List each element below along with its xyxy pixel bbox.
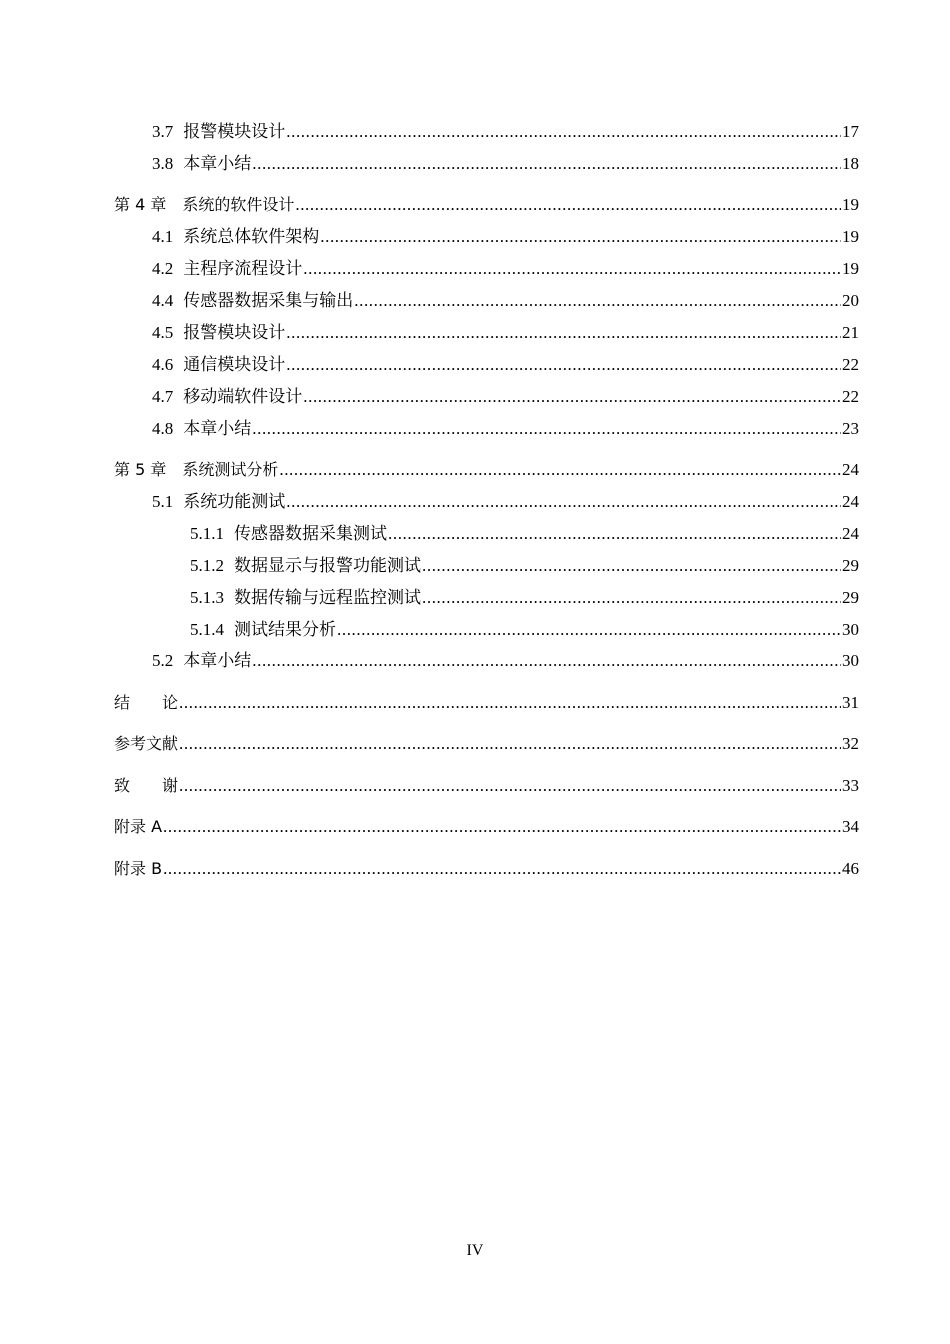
toc-entry-title: 第 5 章 系统测试分析 [114, 460, 279, 479]
toc-entry-title: 致 谢 [114, 776, 179, 795]
toc-entry-title: 附录 B [114, 859, 163, 878]
toc-entry-title: 报警模块设计 [183, 122, 286, 141]
toc-entry[interactable] [114, 459, 859, 481]
toc-entry-page: 30 [842, 620, 859, 639]
toc-entry-page: 31 [842, 693, 859, 712]
dot-leader [422, 555, 841, 577]
dot-leader [252, 153, 841, 175]
toc-entry-number: 5.1.3 [190, 588, 224, 607]
toc-entry[interactable] [114, 858, 859, 880]
toc-entry-title: 主程序流程设计 [183, 259, 303, 278]
toc-entry-number: 5.1 [152, 492, 174, 511]
toc-entry-title: 测试结果分析 [234, 620, 336, 639]
toc-entry-page: 24 [842, 492, 859, 511]
toc-entry-number: 4.4 [152, 291, 174, 310]
toc-entry-title: 第 4 章 系统的软件设计 [114, 195, 295, 214]
toc-entry-title: 传感器数据采集测试 [234, 524, 387, 543]
dot-leader [422, 587, 841, 609]
toc-entry-number: 4.2 [152, 259, 174, 278]
toc-entry[interactable] [152, 153, 859, 175]
toc-entry[interactable] [190, 555, 859, 577]
toc-entry[interactable] [190, 619, 859, 641]
toc-entry[interactable] [152, 418, 859, 440]
dot-leader [337, 619, 841, 641]
toc-entry-page: 22 [842, 355, 859, 374]
toc-entry-page: 20 [842, 291, 859, 310]
toc-entry[interactable] [190, 523, 859, 545]
toc-entry[interactable] [114, 733, 859, 755]
toc-entry[interactable] [114, 775, 859, 797]
toc-entry-number: 4.7 [152, 387, 174, 406]
toc-entry-title: 传感器数据采集与输出 [183, 291, 354, 310]
toc-entry-page: 29 [842, 588, 859, 607]
dot-leader [179, 775, 841, 797]
toc-entry-page: 32 [842, 734, 859, 753]
toc-entry[interactable] [114, 194, 859, 216]
toc-entry-number: 4.5 [152, 323, 174, 342]
toc-entry-title: 附录 A [114, 817, 163, 836]
toc-entry-title: 结 论 [114, 693, 179, 712]
toc-entry-page: 18 [842, 154, 859, 173]
toc-entry-number: 4.6 [152, 355, 174, 374]
dot-leader [286, 354, 841, 376]
dot-leader [295, 194, 841, 216]
toc-entry-number: 5.2 [152, 651, 174, 670]
toc-entry-number: 4.1 [152, 227, 174, 246]
dot-leader [286, 491, 841, 513]
toc-entry-number: 3.7 [152, 122, 174, 141]
toc-entry-page: 19 [842, 227, 859, 246]
toc-entry[interactable] [152, 322, 859, 344]
toc-entry-page: 46 [842, 859, 859, 878]
toc-entry-page: 30 [842, 651, 859, 670]
toc-entry-number: 4.8 [152, 419, 174, 438]
toc-entry-number: 5.1.2 [190, 556, 224, 575]
toc-entry[interactable] [152, 650, 859, 672]
dot-leader [163, 858, 841, 880]
toc-entry-title: 移动端软件设计 [183, 387, 303, 406]
toc-entry-title: 系统总体软件架构 [183, 227, 320, 246]
toc-entry-page: 19 [842, 195, 859, 214]
dot-leader [179, 733, 841, 755]
dot-leader [279, 459, 841, 481]
toc-entry-page: 29 [842, 556, 859, 575]
toc-entry[interactable] [152, 491, 859, 513]
dot-leader [354, 290, 841, 312]
toc-entry-page: 22 [842, 387, 859, 406]
toc-entry[interactable] [152, 226, 859, 248]
toc-entry-page: 24 [842, 524, 859, 543]
toc-entry-title: 通信模块设计 [183, 355, 286, 374]
dot-leader [388, 523, 841, 545]
toc-entry[interactable] [190, 587, 859, 609]
dot-leader [303, 258, 841, 280]
page-number: IV [466, 1242, 484, 1259]
toc-entry-title: 数据显示与报警功能测试 [234, 556, 421, 575]
toc-entry-page: 23 [842, 419, 859, 438]
dot-leader [179, 692, 841, 714]
toc-entry-title: 数据传输与远程监控测试 [234, 588, 421, 607]
toc-entry[interactable] [152, 290, 859, 312]
toc-entry-page: 21 [842, 323, 859, 342]
toc-entry[interactable] [152, 121, 859, 143]
toc-entry-page: 19 [842, 259, 859, 278]
toc-entry-number: 5.1.4 [190, 620, 224, 639]
toc-entry[interactable] [114, 692, 859, 714]
toc-entry-title: 本章小结 [183, 651, 252, 670]
toc-entry[interactable] [152, 258, 859, 280]
dot-leader [286, 121, 841, 143]
toc-entry-title: 系统功能测试 [183, 492, 286, 511]
dot-leader [320, 226, 841, 248]
toc-entry-number: 3.8 [152, 154, 174, 173]
dot-leader [163, 816, 841, 838]
toc-entry-title: 本章小结 [183, 419, 252, 438]
toc-entry-page: 17 [842, 122, 859, 141]
toc-entry-title: 参考文献 [114, 734, 179, 753]
toc-entry-page: 34 [842, 817, 859, 836]
dot-leader [252, 650, 841, 672]
toc-entry[interactable] [152, 386, 859, 408]
toc-entry-page: 33 [842, 776, 859, 795]
toc-entry-title: 本章小结 [183, 154, 252, 173]
toc-entry-title: 报警模块设计 [183, 323, 286, 342]
dot-leader [303, 386, 841, 408]
toc-entry-page: 24 [842, 460, 859, 479]
toc-entry[interactable] [152, 354, 859, 376]
dot-leader [286, 322, 841, 344]
toc-entry[interactable] [114, 816, 859, 838]
dot-leader [252, 418, 841, 440]
toc-entry-number: 5.1.1 [190, 524, 224, 543]
